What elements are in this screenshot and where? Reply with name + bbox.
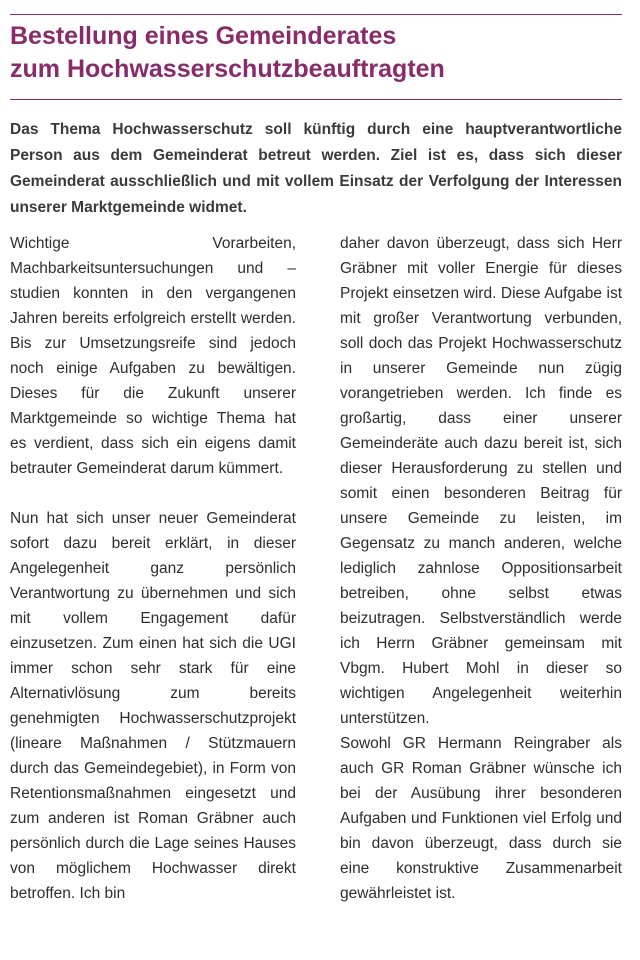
title-line-2: zum Hochwasserschutzbeauftragten (10, 55, 445, 83)
article-title (10, 20, 620, 86)
body-paragraph: Sowohl GR Hermann Reingraber als auch GR Roman Gräbner wünsche ich bei der Ausübung ihrer besonderen Aufgaben und Funktionen viel Erfolg und bin davon überzeugt, dass durch sie eine konstruktive Zusammenarbeit gewährleistet ist. (340, 735, 622, 902)
top-divider (10, 14, 622, 15)
body-paragraph: daher davon überzeugt, dass sich Herr Gräbner mit voller Energie für dieses Projekt einsetzen wird. Diese Aufgabe ist mit großer Verantwortung verbunden, soll doch das Projekt Hochwasserschutz in unserer Gemeinde nun zügig vorangetrieben werden. Ich finde es großartig, dass einer unserer Gemeinderäte auch dazu bereit ist, sich dieser Herausforderung zu stellen und somit einen besonderen Beitrag für unsere Gemeinde zu leisten, im Gegensatz zu manch anderen, welche lediglich zahnlose Oppositionsarbeit betreiben, ohne selbst etwas beizutragen. Selbstverständlich werde ich Herrn Gräbner gemeinsam mit Vbgm. Hubert Mohl in dieser so wichtigen Angelegenheit weiterhin unterstützen. (340, 235, 622, 727)
lead-paragraph: Das Thema Hochwasserschutz soll künftig durch eine hauptverantwortliche Person aus dem Gemeinderat betreut werden. Ziel ist es, dass sich dieser Gemeinderat ausschließlich und mit vollem Einsatz der Verfolgung der Interessen unserer Marktgemeinde widmet. (10, 121, 622, 216)
body-paragraph: Wichtige Vorarbeiten, Machbarkeitsuntersuchungen und –studien konnten in den vergangenen Jahren bereits erfolgreich erstellt werden. Bis zur Umsetzungsreife sind jedoch noch einige Aufgaben zu bewältigen. Dieses für die Zukunft unserer Marktgemeinde so wichtige Thema hat es verdient, dass sich ein eigens damit betrauter Gemeinderat darum kümmert. (10, 235, 296, 477)
right-column (340, 231, 622, 906)
title-line-1: Bestellung eines Gemeinderates (10, 22, 397, 50)
title-divider (10, 99, 622, 100)
body-paragraph: Nun hat sich unser neuer Gemeinderat sofort dazu bereit erklärt, in dieser Angelegenheit ganz persönlich Verantwortung zu übernehmen und sich mit vollem Engagement dafür einzusetzen. Zum einen hat sich die UGI immer schon sehr stark für eine Alternativlösung zum bereits genehmigten Hochwasserschutzprojekt (lineare Maßnahmen / Stützmauern durch das Gemeindegebiet), in Form von Retentionsmaßnahmen eingesetzt und zum anderen ist Roman Gräbner auch persönlich durch die Lage seines Hauses von möglichem Hochwasser direkt betroffen. Ich bin (10, 510, 296, 902)
left-column (10, 231, 296, 906)
